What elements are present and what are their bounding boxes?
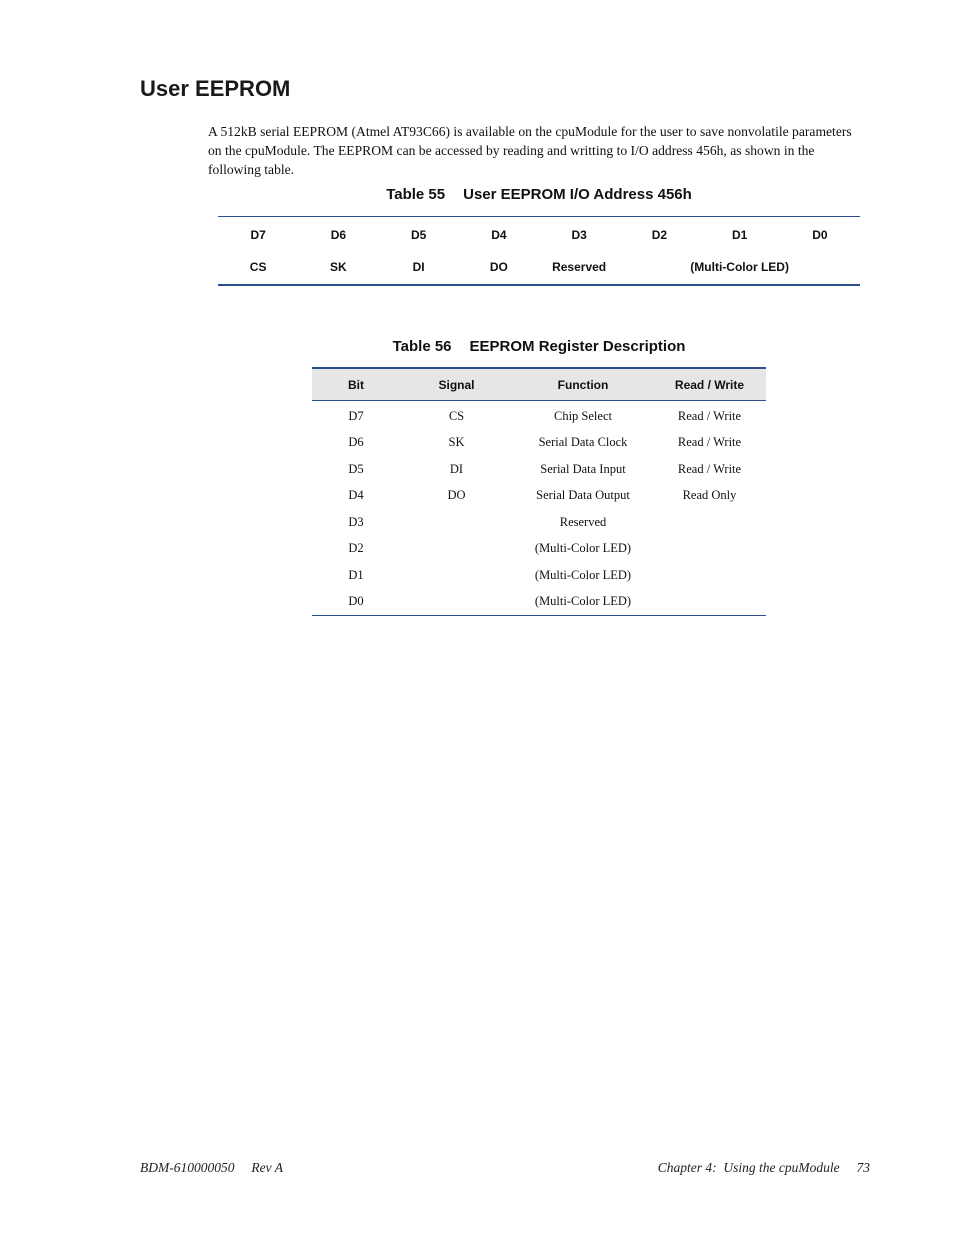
table56-header-cell: Function <box>513 368 653 401</box>
table55-bit-cell: D5 <box>410 227 427 242</box>
table-cell: Serial Data Input <box>540 461 626 476</box>
table55-bit-cell: D0 <box>812 227 828 242</box>
table-row <box>312 401 766 430</box>
table-cell: D3 <box>348 514 364 529</box>
table55-bit-cell: D4 <box>491 227 507 242</box>
table55-signal-cell: (Multi-Color LED) <box>690 259 789 274</box>
table55-caption <box>218 186 860 203</box>
intro-paragraph: A 512kB serial EEPROM (Atmel AT93C66) is available on the cpuModule for the user to save nonvolatile parameters on the cpuModule. The EEPROM can be accessed by reading and writting to I/O address 456h, as shown in the following table. <box>208 124 852 177</box>
table-cell: DI <box>449 461 464 476</box>
table55-bit-row <box>218 217 860 251</box>
table-cell: (Multi-Color LED) <box>534 594 632 609</box>
table56-number: Table 56 <box>392 338 452 355</box>
table56-caption <box>312 338 766 355</box>
table-cell: D4 <box>348 488 364 503</box>
table55-bit-cell: D1 <box>731 227 748 242</box>
table55-title: User EEPROM I/O Address 456h <box>463 186 692 203</box>
table55-bit-cell: D2 <box>651 227 668 242</box>
table55-bit-cell: D7 <box>250 227 266 242</box>
table55-signal-cell: DI <box>412 259 425 274</box>
table-cell: Read / Write <box>677 461 742 476</box>
table55-signal-row <box>218 250 860 285</box>
table-cell: D2 <box>348 541 364 556</box>
table56-header-cell: Read / Write <box>653 368 766 401</box>
table-cell: Serial Data Output <box>536 488 630 503</box>
table-cell <box>400 562 513 589</box>
table-cell <box>400 509 513 536</box>
page-number: 73 <box>856 1160 870 1175</box>
table-cell <box>400 589 513 616</box>
table56 <box>312 367 766 616</box>
table56-header-cell: Bit <box>312 368 400 401</box>
table-row <box>312 589 766 616</box>
table-row <box>312 509 766 536</box>
table-cell <box>653 536 766 563</box>
table55-signal-cell: SK <box>330 259 347 274</box>
table55-signal-cell: CS <box>249 259 267 274</box>
table-cell: D6 <box>348 435 364 450</box>
table-cell: Chip Select <box>554 408 612 423</box>
table-cell: DO <box>447 488 466 503</box>
table-cell: D1 <box>348 567 364 582</box>
table55-number: Table 55 <box>386 186 446 203</box>
table-cell: D5 <box>348 461 364 476</box>
table-cell: (Multi-Color LED) <box>534 541 632 556</box>
table55-signal-cell: DO <box>489 259 508 274</box>
table-cell: D0 <box>348 594 364 609</box>
footer-chapter: Chapter 4: Using the cpuModule <box>657 1160 840 1175</box>
footer-doc-id: BDM-610000050 <box>140 1160 235 1175</box>
footer-right <box>658 1160 870 1176</box>
table-row <box>312 536 766 563</box>
table-row <box>312 483 766 510</box>
footer-revision: Rev A <box>251 1160 283 1175</box>
table-cell: Read / Write <box>677 408 742 423</box>
table55-signal-cell: Reserved <box>552 259 607 274</box>
table-cell: (Multi-Color LED) <box>534 567 632 582</box>
table56-header-cell: Signal <box>400 368 513 401</box>
table-cell <box>400 536 513 563</box>
table55-bit-cell: D3 <box>571 227 587 242</box>
table-row <box>312 562 766 589</box>
table-cell: SK <box>448 435 465 450</box>
table-cell: Serial Data Clock <box>538 435 628 450</box>
table-cell: CS <box>448 408 465 423</box>
table-cell: Reserved <box>559 514 607 529</box>
table-cell: D7 <box>348 408 364 423</box>
table56-title: EEPROM Register Description <box>469 338 686 355</box>
table-cell <box>653 509 766 536</box>
table-row <box>312 430 766 457</box>
table-row <box>312 456 766 483</box>
section-title: User EEPROM <box>140 76 291 101</box>
table-cell <box>653 562 766 589</box>
table-cell: Read / Write <box>677 435 742 450</box>
table-cell: Read Only <box>682 488 737 503</box>
table-cell <box>653 589 766 616</box>
table55 <box>218 216 860 286</box>
table55-bit-cell: D6 <box>330 227 347 242</box>
footer-left <box>140 1160 283 1176</box>
table56-header-row <box>312 368 766 401</box>
